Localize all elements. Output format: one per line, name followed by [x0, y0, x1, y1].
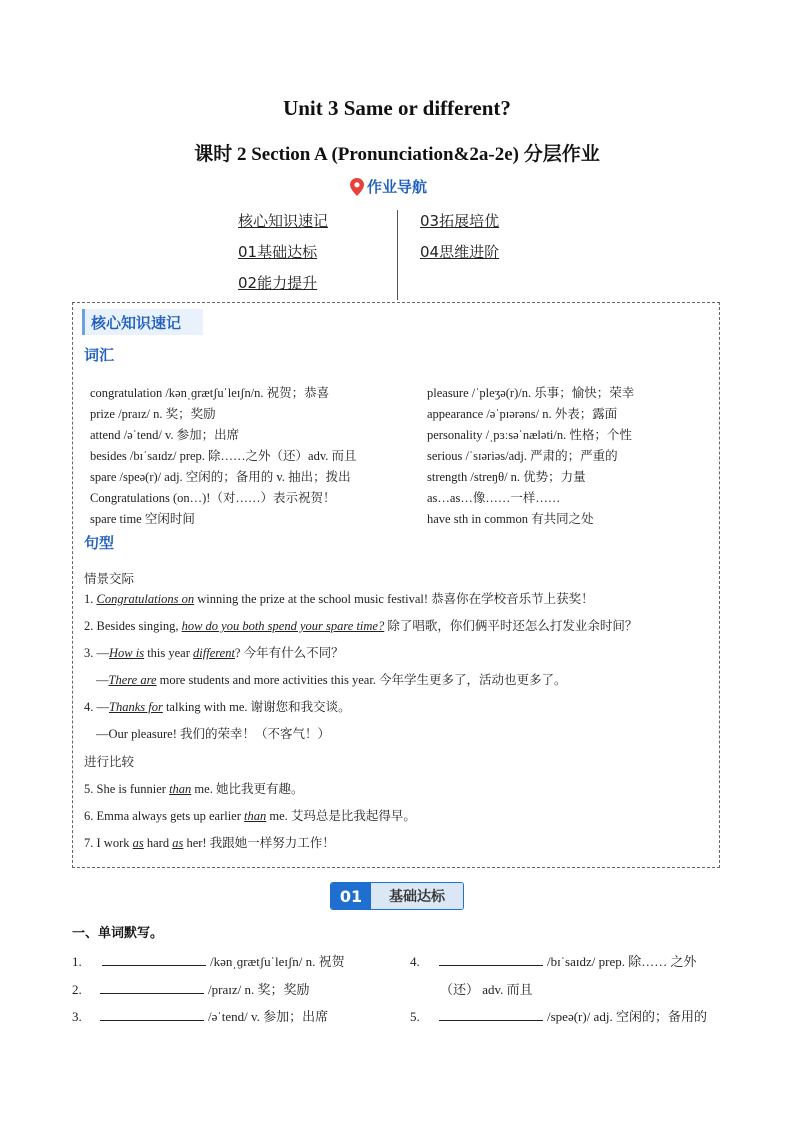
section-01-badge — [330, 882, 464, 910]
location-pin-icon — [350, 178, 364, 196]
nav-link-01[interactable]: 01基础达标 — [238, 243, 318, 261]
nav-link-core[interactable]: 核心知识速记 — [238, 212, 329, 230]
exercise-item-3 — [72, 1006, 328, 1025]
vocab-right-item: appearance /əˈpɪərəns/ n. 外表；露面 — [427, 407, 618, 421]
sentence-text: ? 今年有什么不同？ — [234, 646, 344, 660]
nav-header-label: 作业导航 — [367, 178, 428, 196]
vocab-right-item: serious /ˈsɪəriəs/adj. 严肃的；严重的 — [427, 449, 618, 463]
page-title: Unit 3 Same or different? — [283, 96, 511, 120]
answer-blank[interactable] — [100, 1009, 204, 1021]
answer-blank[interactable] — [439, 954, 543, 966]
answer-blank[interactable] — [439, 1009, 543, 1021]
sentence-number: 1. — [84, 592, 97, 606]
core-knowledge-header — [82, 309, 203, 335]
vocab-left-item: spare time 空闲时间 — [90, 512, 195, 526]
vocab-left-item: attend /əˈtend/ v. 参加；出席 — [90, 428, 240, 442]
nav-divider — [397, 210, 398, 300]
sentence-text: 7. I work — [84, 836, 133, 850]
sentence-3a — [84, 643, 344, 661]
vocab-right-item: strength /streŋθ/ n. 优势；力量 — [427, 470, 586, 484]
item-text: /speə(r)/ adj. 空闲的；备用的 — [547, 1009, 707, 1024]
exercise-item-2 — [72, 979, 309, 998]
sub-heading-comparison: 进行比较 — [84, 754, 135, 769]
vocab-header: 词汇 — [84, 346, 115, 364]
answer-underline: How is — [109, 646, 145, 660]
sentence-text: 5. She is funnier — [84, 782, 170, 796]
sentence-text: 4. — — [84, 700, 109, 714]
section-label: 基础达标 — [371, 883, 463, 909]
sentence-text: talking with me. 谢谢您和我交谈。 — [162, 700, 351, 714]
core-knowledge-header-label: 核心知识速记 — [91, 314, 182, 332]
answer-underline: than — [244, 809, 267, 823]
sentence-text: hard — [143, 836, 173, 850]
exercise-item-5 — [410, 1006, 707, 1025]
sentence-text: this year — [144, 646, 194, 660]
item-number: 4. — [410, 954, 420, 969]
vocab-left-item: besides /bɪˈsaɪdz/ prep. 除……之外（还）adv. 而且 — [90, 449, 357, 463]
vocab-left-item: prize /praɪz/ n. 奖；奖励 — [90, 407, 216, 421]
sentence-text: 3. — — [84, 646, 109, 660]
answer-underline: than — [169, 782, 192, 796]
sentence-text: 2. Besides singing, — [84, 619, 182, 633]
answer-blank[interactable] — [100, 982, 204, 994]
item-text: /praɪz/ n. 奖；奖励 — [208, 982, 310, 997]
item-number: 3. — [72, 1009, 82, 1024]
answer-underline: There are — [108, 673, 157, 687]
answer-underline: how do you both spend your spare time? — [181, 619, 385, 633]
item-number: 2. — [72, 982, 82, 997]
vocab-left-item: spare /speə(r)/ adj. 空闲的；备用的 v. 抽出；拨出 — [90, 470, 351, 484]
sentence-3b — [96, 670, 567, 688]
answer-blank[interactable] — [102, 954, 206, 966]
sentence-text: 6. Emma always gets up earlier — [84, 809, 245, 823]
item-number: 5. — [410, 1009, 420, 1024]
sentence-2 — [84, 616, 637, 634]
vocab-right-item: personality /ˌpɜːsəˈnæləti/n. 性格；个性 — [427, 428, 632, 442]
sub-heading-situational: 情景交际 — [84, 571, 135, 586]
section-number: 01 — [331, 883, 371, 909]
vocab-right-item: as…as…像……一样…… — [427, 491, 561, 505]
answer-underline: as — [132, 836, 144, 850]
sentence-text: me. 艾玛总是比我起得早。 — [266, 809, 416, 823]
sentence-text: — — [96, 673, 109, 687]
item-number: 1. — [72, 954, 82, 969]
exercise-item-4 — [410, 951, 696, 970]
vocab-left-item: congratulation /kənˌɡrætʃuˈleɪʃn/n. 祝贺；恭喜 — [90, 386, 330, 400]
sentence-text: me. 她比我更有趣。 — [191, 782, 304, 796]
answer-underline: Congratulations on — [96, 592, 195, 606]
sentence-text: 除了唱歌，你们俩平时还怎么打发业余时间？ — [384, 619, 638, 633]
sentence-5 — [84, 779, 303, 797]
answer-underline: different — [193, 646, 235, 660]
answer-underline: Thanks for — [109, 700, 163, 714]
sentence-text: winning the prize at the school music festival! 恭喜你在学校音乐节上获奖！ — [194, 592, 594, 606]
sentence-header: 句型 — [84, 534, 115, 552]
sentence-text: more students and more activities this year. 今年学生更多了，活动也更多了。 — [156, 673, 567, 687]
sentence-6 — [84, 806, 416, 824]
sentence-text: her! 我跟她一样努力工作！ — [183, 836, 335, 850]
sentence-4b: —Our pleasure! 我们的荣幸！（不客气！） — [96, 727, 330, 741]
item-text: /kənˌɡrætʃuˈleɪʃn/ n. 祝贺 — [210, 954, 345, 969]
exercise-item-1 — [72, 951, 345, 970]
sentence-7 — [84, 833, 335, 851]
page-subtitle: 课时 2 Section A (Pronunciation&2a-2e) 分层作业 — [194, 144, 600, 165]
vocab-right-item: pleasure /ˈpleʒə(r)/n. 乐事；愉快；荣幸 — [427, 386, 635, 400]
vocab-right-item: have sth in common 有共同之处 — [427, 512, 594, 526]
answer-underline: as — [172, 836, 184, 850]
exercise-title: 一、单词默写。 — [72, 926, 164, 941]
item-text: /əˈtend/ v. 参加；出席 — [208, 1009, 329, 1024]
exercise-item-4-cont: （还） adv. 而且 — [440, 982, 533, 997]
sentence-4a — [84, 697, 351, 715]
nav-link-02[interactable]: 02能力提升 — [238, 274, 318, 292]
item-text: /bɪˈsaɪdz/ prep. 除…… 之外 — [547, 954, 697, 969]
nav-link-03[interactable]: 03拓展培优 — [420, 212, 500, 230]
nav-header — [350, 176, 427, 197]
nav-link-04[interactable]: 04思维进阶 — [420, 243, 500, 261]
sentence-1 — [84, 589, 594, 607]
vocab-left-item: Congratulations (on…)!（对……）表示祝贺！ — [90, 491, 336, 505]
